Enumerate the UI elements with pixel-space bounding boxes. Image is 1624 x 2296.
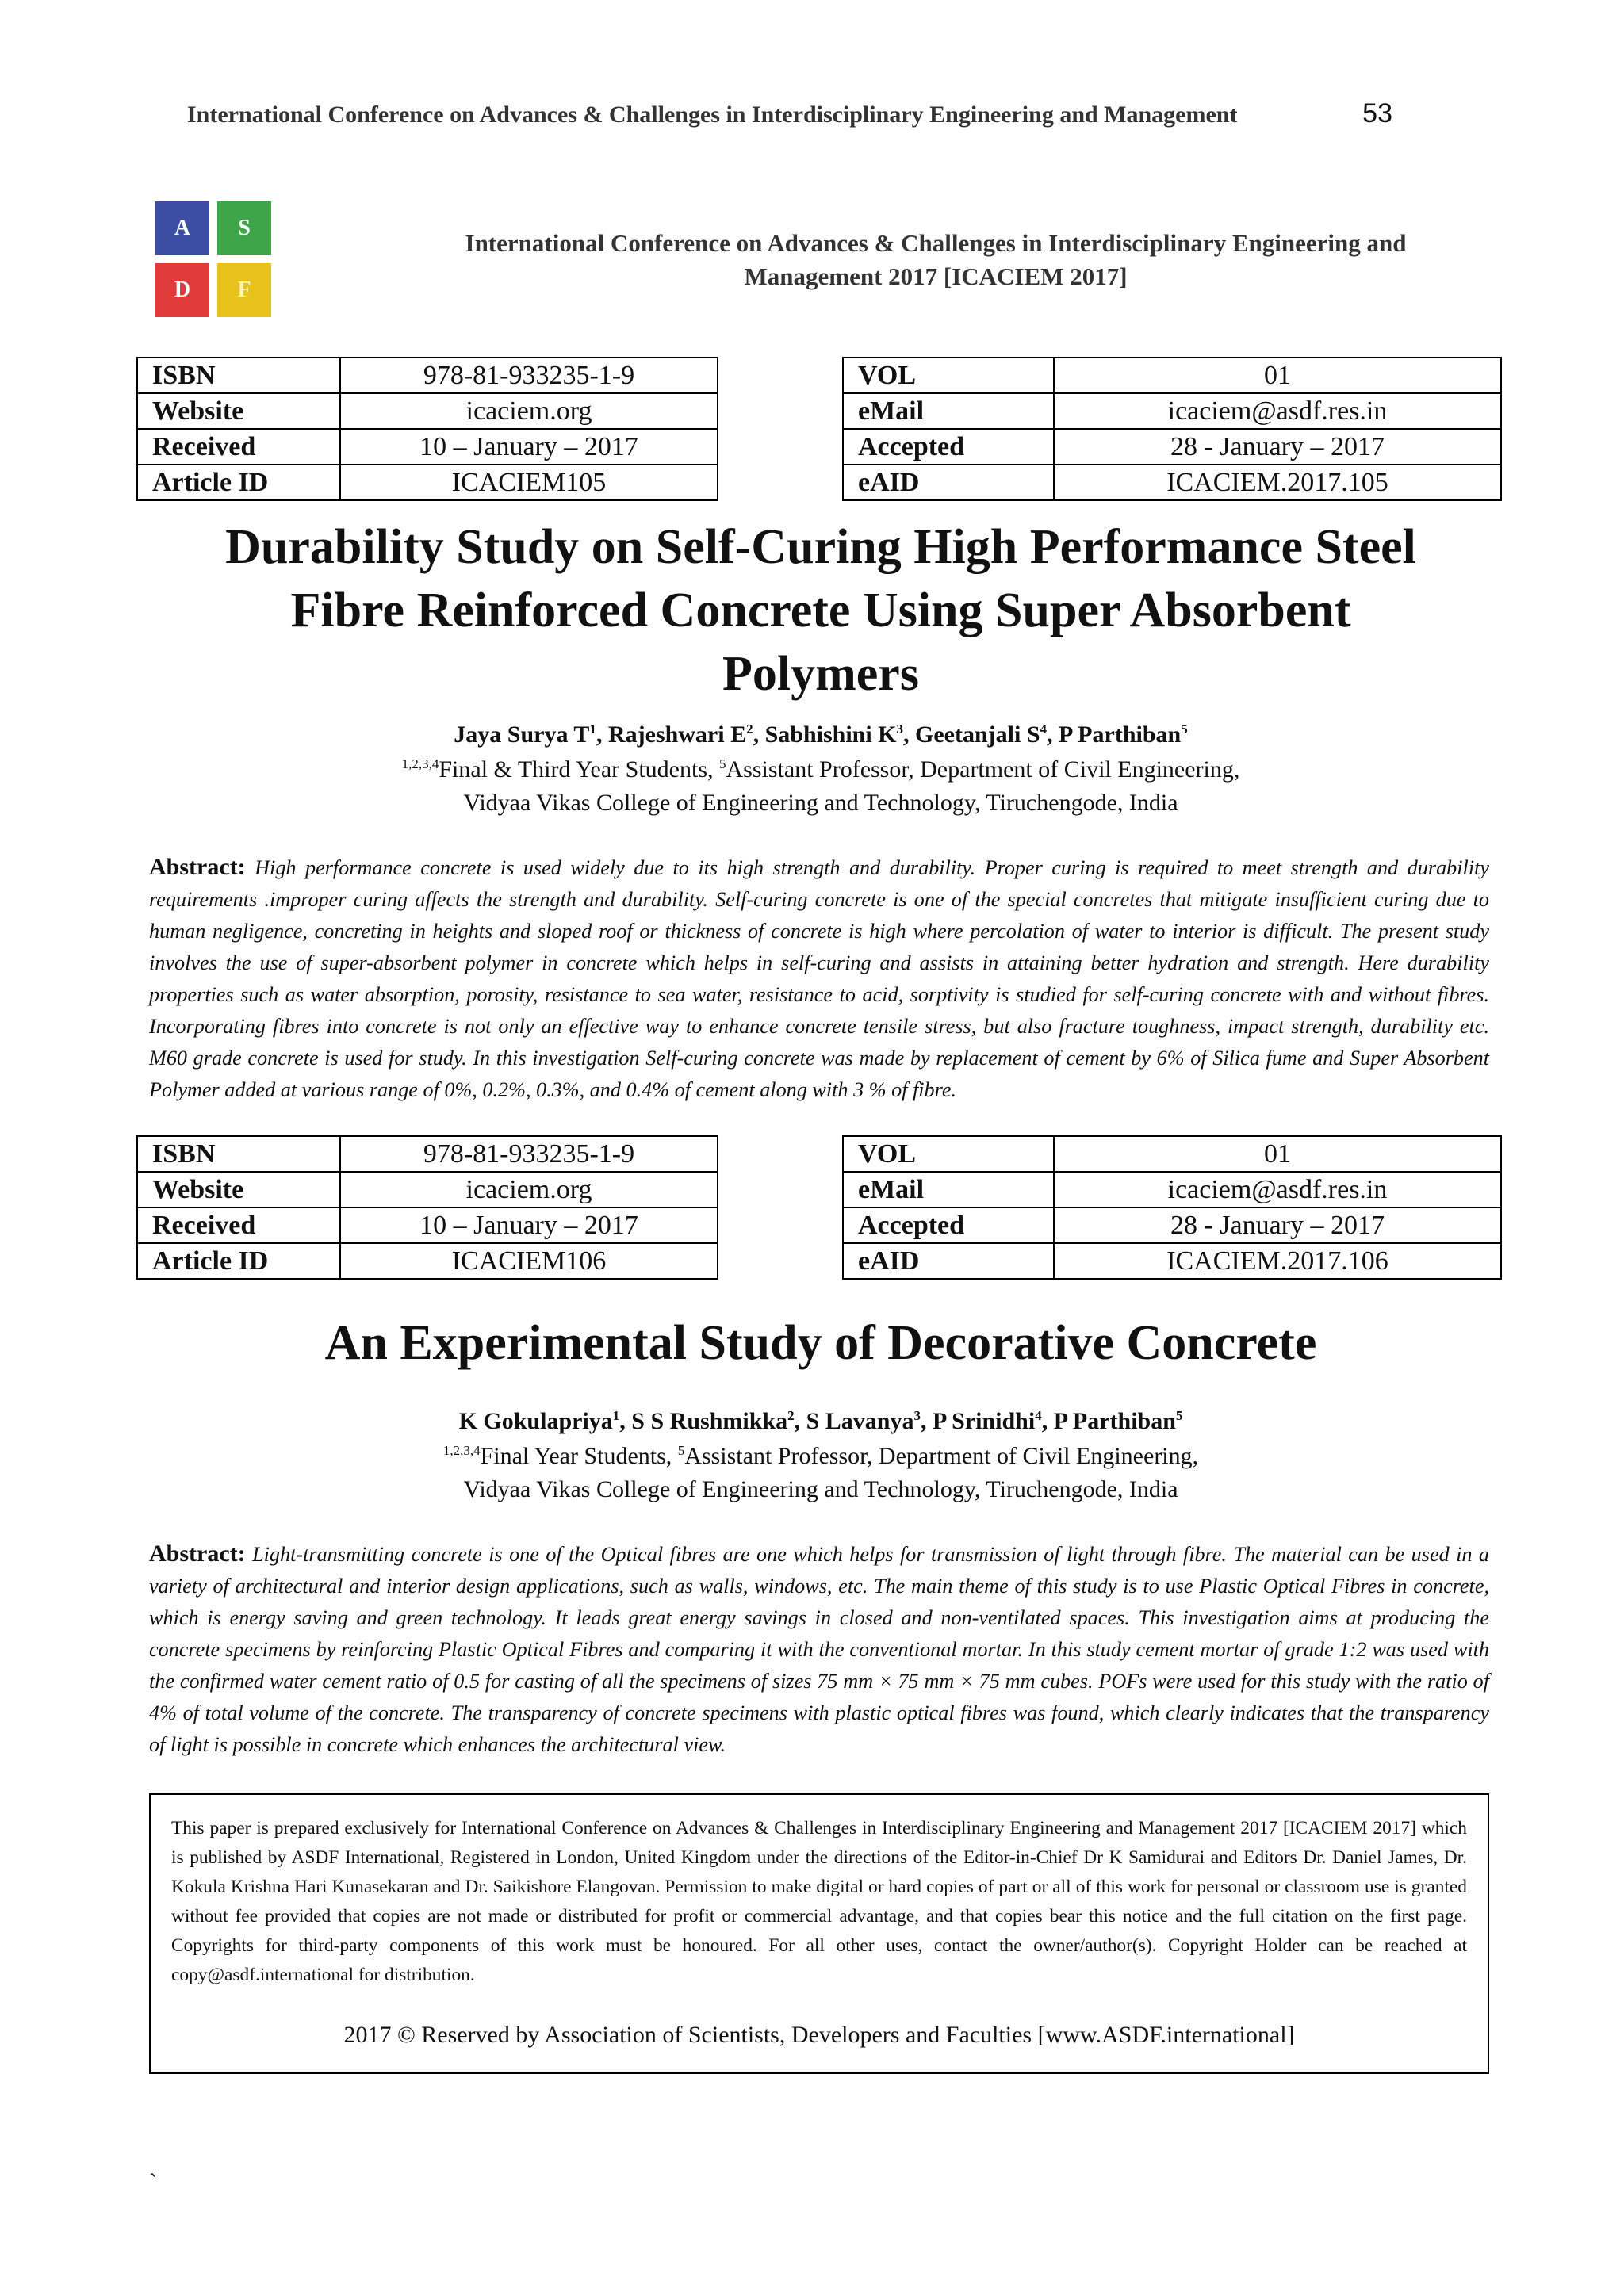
asdf-logo [155,201,273,319]
logo-tile-a: A [155,201,209,255]
table-row [137,1172,718,1207]
affiliation-line2: Vidyaa Vikas College of Engineering and Technology, Tiruchengode, India [463,790,1178,816]
abstract-text: Light-transmitting concrete is one of the Optical fibres are one which helps for transmission of light through fibre. The material can be used in a variety of architectural and interior design applications, such as walls, windows, etc. The main theme of this study is to use Plastic Optical Fibres in concrete, which is energy saving and green technology. It leads great energy savings in closed and non-ventilated spaces. This investigation aims at producing the concrete specimens by reinforcing Plastic Optical Fibres and comparing it with the conventional mortar. In this study cement mortar of grade 1:2 was used with the confirmed water cement ratio of 0.5 for casting of all the specimens of sizes 75 mm × 75 mm × 75 mm cubes. POFs were used for this study with the ratio of 4% of total volume of the concrete. The transparency of concrete specimens with plastic optical fibres was found, which clearly indicates that the transparency of light is possible in concrete which enhances the architectural view. [149,1543,1490,1756]
table-row [843,465,1501,500]
table-row [843,1136,1501,1172]
affil-text: Assistant Professor, Department of Civil Engineering, [726,756,1240,783]
meta-value: ICACIEM.2017.106 [1054,1243,1501,1279]
author-sup: 2 [787,1408,795,1423]
meta-key: Website [137,1172,340,1207]
conference-title [349,227,1522,293]
paper2-abstract [149,1538,1489,1761]
table-row [137,358,718,393]
affil-text: Assistant Professor, Department of Civil Engineering, [684,1443,1199,1469]
meta-key: eAID [843,1243,1054,1279]
paper1-title-line1: Durability Study on Self-Curing High Performance Steel [225,520,1416,574]
affil-text: Final Year Students, [480,1443,678,1469]
author-name: S Lavanya [806,1408,914,1434]
table-row [843,1207,1501,1243]
table-row [843,429,1501,465]
meta-key: Article ID [137,1243,340,1279]
paper2-affiliation [119,1440,1522,1506]
meta-key: Accepted [843,429,1054,465]
author-name: P Parthiban [1053,1408,1176,1434]
author-sup: 4 [1035,1408,1042,1423]
running-title: International Conference on Advances & Challenges in Interdisciplinary Engineering and Management [187,101,1238,128]
paper2-authors: K Gokulapriya$^1$, S S Rushmikka$^2$, S Lavanya$^3$, P Srinidhi$^4$, P Parthiban$^5$ [458,1408,1183,1434]
author-name: Geetanjali S [915,721,1040,748]
table-row [137,393,718,429]
paper1-authors: Jaya Surya $T^1$, Rajeshwari $E^2$, Sabhishini $K^3$, Geetanjali $S^4$, P Parthiban$^5$ [454,721,1188,748]
paper1-title-line2: Fibre Reinforced Concrete Using Super Absorbent [290,584,1351,637]
table-row [137,429,718,465]
meta-key: Website [137,393,340,429]
author-name: Jaya Surya T [454,721,590,748]
affiliation-line1 [119,753,1522,786]
table-row [137,1207,718,1243]
meta-value: 978-81-933235-1-9 [340,358,718,393]
meta-value: 10 – January – 2017 [340,1207,718,1243]
paper1-title-line3: Polymers [722,647,919,701]
author-name: P Srinidhi [932,1408,1036,1434]
meta-value: 01 [1054,1136,1501,1172]
meta-key: VOL [843,1136,1054,1172]
affil-sup: 5 [677,1443,685,1458]
table-row [137,1243,718,1279]
author-name: Sabhishini K [764,721,897,748]
meta-key: VOL [843,358,1054,393]
affil-text: Final & Third Year Students, [439,756,720,783]
paper2-title-line1: An Experimental Study of Decorative Concrete [324,1316,1317,1370]
author-sup: 1 [612,1408,620,1423]
paper1-affiliation [119,753,1522,820]
paper2-meta-right-table [842,1135,1502,1280]
conference-title-line2: Management 2017 [ICACIEM 2017] [744,262,1128,290]
table-row [843,393,1501,429]
table-row [137,465,718,500]
meta-value: 978-81-933235-1-9 [340,1136,718,1172]
author-sup: 1 [589,721,596,737]
affil-sup: 1,2,3,4 [442,1443,481,1458]
meta-key: Received [137,1207,340,1243]
meta-value: ICACIEM105 [340,465,718,500]
logo-tile-d: D [155,263,209,317]
affiliation-line2: Vidyaa Vikas College of Engineering and Technology, Tiruchengode, India [463,1476,1178,1502]
paper2-title [119,1311,1522,1375]
running-header [187,98,1392,128]
affil-sup: 5 [719,756,726,771]
meta-key: Received [137,429,340,465]
meta-key: eAID [843,465,1054,500]
logo-tile-s: S [217,201,271,255]
meta-value: icaciem.org [340,1172,718,1207]
meta-key: ISBN [137,1136,340,1172]
meta-value: 01 [1054,358,1501,393]
meta-value: 28 - January – 2017 [1054,429,1501,465]
conference-title-line1: International Conference on Advances & Challenges in Interdisciplinary Engineering and [465,229,1407,257]
author-name: S S Rushmikka [631,1408,788,1434]
meta-value: icaciem@asdf.res.in [1054,393,1501,429]
page-number: 53 [1362,98,1392,128]
meta-value: 10 – January – 2017 [340,429,718,465]
affil-sup: 1,2,3,4 [401,756,439,771]
footer-mark: ` [149,2169,157,2195]
affiliation-line1 [119,1440,1522,1473]
author-sup: 3 [914,1408,921,1423]
author-name: K Gokulapriya [458,1408,613,1434]
paper1-meta-right-table [842,357,1502,501]
author-sup: 5 [1181,721,1188,737]
abstract-text: High performance concrete is used widely due to its high strength and durability. Proper curing is required to meet strength and durability requirements .improper curing affects the strength and durability. Self-curing concrete is one of the special concretes that mitigate insufficient curing due to human negligence, concreting in heights and sloped roof or thickness of concrete is high where percolation of water to interior is difficult. The present study involves the use of super-absorbent polymer in concrete which helps in self-curing and assists in attaining better hydration and strength. Here durability properties such as water absorption, porosity, resistance to sea water, resistance to acid, sorptivity is studied for self-curing concrete with and without fibres. Incorporating fibres into concrete is not only an effective way to enhance concrete tensile stress, but also fracture toughness, impact strength, durability etc. M60 grade concrete is used for study. In this investigation Self-curing concrete was made by replacement of cement by 6% of Silica fume and Super Absorbent Polymer added at various range of 0%, 0.2%, 0.3%, and 0.4% of cement along with 3 % of fibre. [149,856,1489,1101]
author-name: P Parthiban [1059,721,1182,748]
meta-key: eMail [843,1172,1054,1207]
paper1-meta-left-table [136,357,718,501]
abstract-label: Abstract: [149,1540,246,1567]
author-name: Rajeshwari E [607,721,747,748]
meta-key: Article ID [137,465,340,500]
table-row [843,1172,1501,1207]
table-row [843,1243,1501,1279]
author-sup: 5 [1175,1408,1183,1423]
copyright-line: 2017 © Reserved by Association of Scientists, Developers and Faculties [www.ASDF.international] [343,2022,1295,2048]
meta-value: 28 - January – 2017 [1054,1207,1501,1243]
logo-tile-f: F [217,263,271,317]
abstract-label: Abstract: [149,854,246,880]
meta-key: eMail [843,393,1054,429]
copyright-notice-box [149,1793,1489,2074]
meta-value: ICACIEM.2017.105 [1054,465,1501,500]
author-sup: 2 [746,721,753,737]
meta-value: icaciem@asdf.res.in [1054,1172,1501,1207]
meta-value: ICACIEM106 [340,1243,718,1279]
meta-value: icaciem.org [340,393,718,429]
author-sup: 3 [896,721,904,737]
meta-key: Accepted [843,1207,1054,1243]
author-sup: 4 [1040,721,1048,737]
notice-text: This paper is prepared exclusively for International Conference on Advances & Challenges in Interdisciplinary Engineering and Management 2017 [ICACIEM 2017] which is published by ASDF International, Registered in London, United Kingdom under the directions of the Editor-in-Chief Dr K Samidurai and Editors Dr. Daniel James, Dr. Kokula Krishna Hari Kunasekaran and Dr. Saikishore Elangovan. Permission to make digital or hard copies of part or all of this work for personal or classroom use is granted without fee provided that copies are not made or distributed for profit or commercial advantage, and that copies bear this notice and the full citation on the first page. Copyrights for third-party components of this work must be honoured. For all other uses, contact the owner/author(s). Copyright Holder can be reached at copy@asdf.international for distribution. [171,1818,1467,1985]
paper1-title [119,515,1522,706]
paper1-abstract [149,851,1489,1106]
table-row [137,1136,718,1172]
meta-key: ISBN [137,358,340,393]
table-row [843,358,1501,393]
paper2-meta-left-table [136,1135,718,1280]
